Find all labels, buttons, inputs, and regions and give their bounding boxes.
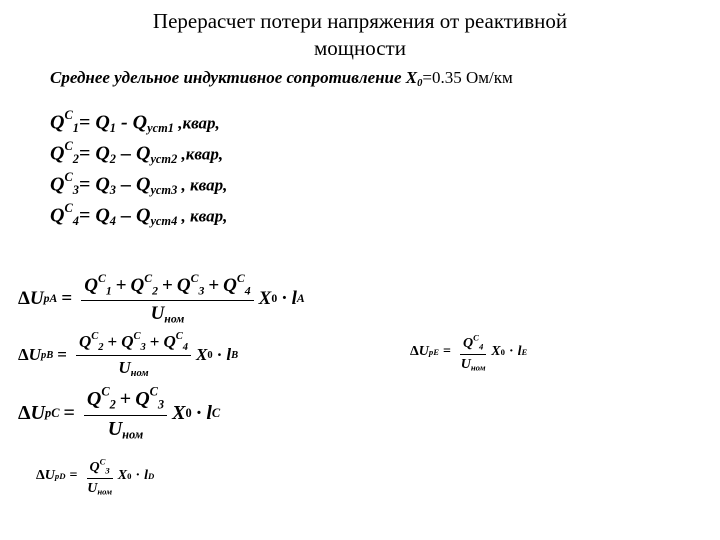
delta-symbol: Δ xyxy=(410,344,419,360)
node-sup: C xyxy=(51,406,60,421)
q-symbol: Q xyxy=(86,388,102,411)
voltage-loss-formula-C xyxy=(18,385,220,443)
q-sub: 3 xyxy=(198,284,205,298)
p-sub: р xyxy=(43,292,50,306)
q-sub: 3 xyxy=(105,465,110,476)
q-installed-sub: уст3 xyxy=(150,183,178,198)
q-sup: C xyxy=(101,385,110,399)
q-sup: C xyxy=(144,272,153,285)
q-sup: C xyxy=(64,139,73,153)
minus: - xyxy=(115,111,133,134)
q-sub: 2 xyxy=(72,152,79,167)
node-sup: E xyxy=(433,347,440,358)
q-symbol: Q xyxy=(463,335,474,351)
minus: – xyxy=(115,142,136,165)
fraction xyxy=(460,332,486,373)
q-sub: 4 xyxy=(478,341,484,352)
l-symbol: l xyxy=(291,288,297,310)
node-sup: D xyxy=(59,471,66,482)
q-symbol: Q xyxy=(130,274,145,296)
unit-label: ,квар, xyxy=(173,113,220,133)
q-sup: C xyxy=(149,385,158,399)
q-sub: 3 xyxy=(140,342,146,354)
p-sub: р xyxy=(45,406,52,421)
q-sub: 2 xyxy=(109,398,116,413)
q-symbol: Q xyxy=(84,274,98,296)
q-term: Q xyxy=(95,173,110,196)
u-symbol: U xyxy=(29,288,44,310)
u-symbol: U xyxy=(28,345,41,365)
equals: = xyxy=(78,142,96,165)
q-term: Q xyxy=(95,111,110,134)
q-installed: Q xyxy=(132,111,148,134)
dot-operator: · xyxy=(135,468,141,484)
plus-sign: + xyxy=(162,274,173,296)
l-sub: C xyxy=(211,406,221,421)
unit-label: ,квар, xyxy=(177,144,224,164)
denominator xyxy=(118,356,148,379)
q-installed-sub: уст2 xyxy=(150,152,178,167)
l-sub: B xyxy=(231,349,239,361)
q-symbol: Q xyxy=(135,388,150,411)
l-sub: D xyxy=(148,471,155,482)
x-symbol: X xyxy=(172,402,186,425)
plus-sign: + xyxy=(208,274,220,296)
p-sub: р xyxy=(40,349,47,361)
u-symbol: U xyxy=(418,344,429,360)
numerator xyxy=(460,332,486,355)
plus-sign: + xyxy=(107,331,118,351)
q-sup: C xyxy=(97,272,106,285)
dot-operator: · xyxy=(508,344,514,360)
q-sub: 3 xyxy=(72,183,79,198)
u-symbol: U xyxy=(460,356,471,372)
reactance-statement xyxy=(50,68,513,89)
l-sub: A xyxy=(296,292,305,306)
x-symbol: X xyxy=(196,345,208,365)
u-symbol: U xyxy=(30,402,45,425)
q-installed: Q xyxy=(135,204,151,227)
equals-sign: = xyxy=(443,344,452,360)
q-sup: C xyxy=(64,201,73,215)
q-equation-4 xyxy=(50,201,227,229)
denominator xyxy=(87,479,112,497)
node-sup: B xyxy=(46,349,54,361)
equals: = xyxy=(78,111,96,134)
fraction xyxy=(76,331,191,379)
x-symbol: X xyxy=(117,468,128,484)
l-symbol: l xyxy=(517,344,522,360)
l-sub: E xyxy=(521,347,528,358)
equals-sign: = xyxy=(63,402,75,425)
q-symbol: Q xyxy=(176,274,191,296)
voltage-loss-formula-B xyxy=(18,331,238,379)
voltage-loss-formula-E xyxy=(410,332,527,373)
plus-sign: + xyxy=(149,331,160,351)
delta-symbol: Δ xyxy=(18,402,31,425)
dot-operator: · xyxy=(281,288,288,310)
q-symbol: Q xyxy=(89,459,100,475)
q-sup: C xyxy=(133,331,141,342)
q-sup: C xyxy=(64,170,73,184)
x-sub: 0 xyxy=(500,347,505,358)
minus: – xyxy=(115,173,136,196)
dot-operator: · xyxy=(195,402,203,425)
plus-sign: + xyxy=(119,388,132,411)
fraction xyxy=(84,385,167,443)
x-sub: 0 xyxy=(185,406,192,421)
q-sup: C xyxy=(99,456,106,466)
q-symbol: Q xyxy=(163,331,176,351)
denominator xyxy=(461,355,486,373)
q-sub: 4 xyxy=(182,342,189,354)
denominator xyxy=(108,416,144,443)
u-symbol: U xyxy=(87,480,98,496)
equals: = xyxy=(78,173,96,196)
q-installed-sub: уст1 xyxy=(147,121,174,136)
reactance-value: =0.35 Ом/км xyxy=(422,68,513,87)
q-term-sub: 2 xyxy=(109,152,116,167)
unit-label: , квар, xyxy=(177,206,228,226)
q-sup: C xyxy=(91,331,99,342)
equals-sign: = xyxy=(61,288,73,310)
q-sup: C xyxy=(473,332,479,342)
x-symbol: X xyxy=(491,344,501,360)
title-line-2: мощности xyxy=(314,36,406,60)
node-sup: A xyxy=(49,292,58,306)
q-symbol: Q xyxy=(50,111,65,134)
nom-sub: ном xyxy=(122,427,144,442)
q-symbol: Q xyxy=(50,142,65,165)
u-symbol: U xyxy=(44,468,55,484)
delta-symbol: Δ xyxy=(36,468,45,484)
l-symbol: l xyxy=(206,402,212,425)
q-symbol: Q xyxy=(50,173,65,196)
q-sup: C xyxy=(190,272,199,285)
nom-sub: ном xyxy=(97,486,113,497)
x-sub: 0 xyxy=(207,349,213,361)
reactance-text: Среднее удельное индуктивное сопротивление X xyxy=(50,68,418,87)
q-sub: 1 xyxy=(72,121,79,136)
unit-label: , квар, xyxy=(177,175,228,195)
title-line-1: Перерасчет потери напряжения от реактивной xyxy=(152,9,568,33)
q-sub: 3 xyxy=(157,398,165,413)
x-sub: 0 xyxy=(127,471,132,482)
u-symbol: U xyxy=(107,418,123,441)
equals-sign: = xyxy=(69,468,78,484)
q-symbol: Q xyxy=(223,274,237,296)
q-sub: 4 xyxy=(244,284,251,298)
numerator xyxy=(81,272,253,301)
nom-sub: ном xyxy=(470,362,486,373)
q-sup: C xyxy=(64,108,73,122)
q-equation-1 xyxy=(50,108,220,136)
q-equation-2 xyxy=(50,139,223,167)
l-symbol: l xyxy=(226,345,232,365)
equals: = xyxy=(78,204,96,227)
q-term-sub: 1 xyxy=(109,121,116,136)
delta-symbol: Δ xyxy=(18,288,30,310)
q-sub: 2 xyxy=(152,284,159,298)
nom-sub: ном xyxy=(130,368,149,380)
q-installed: Q xyxy=(135,173,151,196)
x-sub: 0 xyxy=(271,292,278,306)
u-symbol: U xyxy=(150,303,165,325)
q-sub: 1 xyxy=(105,284,112,298)
q-installed: Q xyxy=(135,142,151,165)
q-sub: 4 xyxy=(72,214,79,229)
q-symbol: Q xyxy=(121,331,134,351)
q-term: Q xyxy=(95,204,110,227)
voltage-loss-formula-A xyxy=(18,272,305,327)
equals-sign: = xyxy=(57,345,67,365)
q-term: Q xyxy=(95,142,110,165)
u-symbol: U xyxy=(118,358,131,378)
plus-sign: + xyxy=(115,274,127,296)
fraction xyxy=(81,272,253,327)
q-sup: C xyxy=(175,331,183,342)
denominator xyxy=(151,301,185,327)
delta-symbol: Δ xyxy=(18,345,29,365)
dot-operator: · xyxy=(216,345,223,365)
numerator xyxy=(76,331,191,356)
q-sup: C xyxy=(236,272,245,285)
voltage-loss-formula-D xyxy=(36,456,154,497)
l-symbol: l xyxy=(144,468,149,484)
q-equation-3 xyxy=(50,170,227,198)
numerator xyxy=(87,456,113,479)
q-term-sub: 3 xyxy=(109,183,116,198)
q-installed-sub: уст4 xyxy=(150,214,178,229)
p-sub: р xyxy=(428,347,434,358)
q-symbol: Q xyxy=(50,204,65,227)
page-title xyxy=(0,8,720,62)
minus: – xyxy=(115,204,136,227)
x-symbol: X xyxy=(258,288,272,310)
reactance-sub: 0 xyxy=(417,78,423,90)
p-sub: р xyxy=(54,471,60,482)
q-sub: 2 xyxy=(98,342,104,354)
q-term-sub: 4 xyxy=(109,214,116,229)
numerator xyxy=(84,385,167,416)
fraction xyxy=(87,456,113,497)
nom-sub: ном xyxy=(164,312,185,326)
q-symbol: Q xyxy=(78,331,92,351)
